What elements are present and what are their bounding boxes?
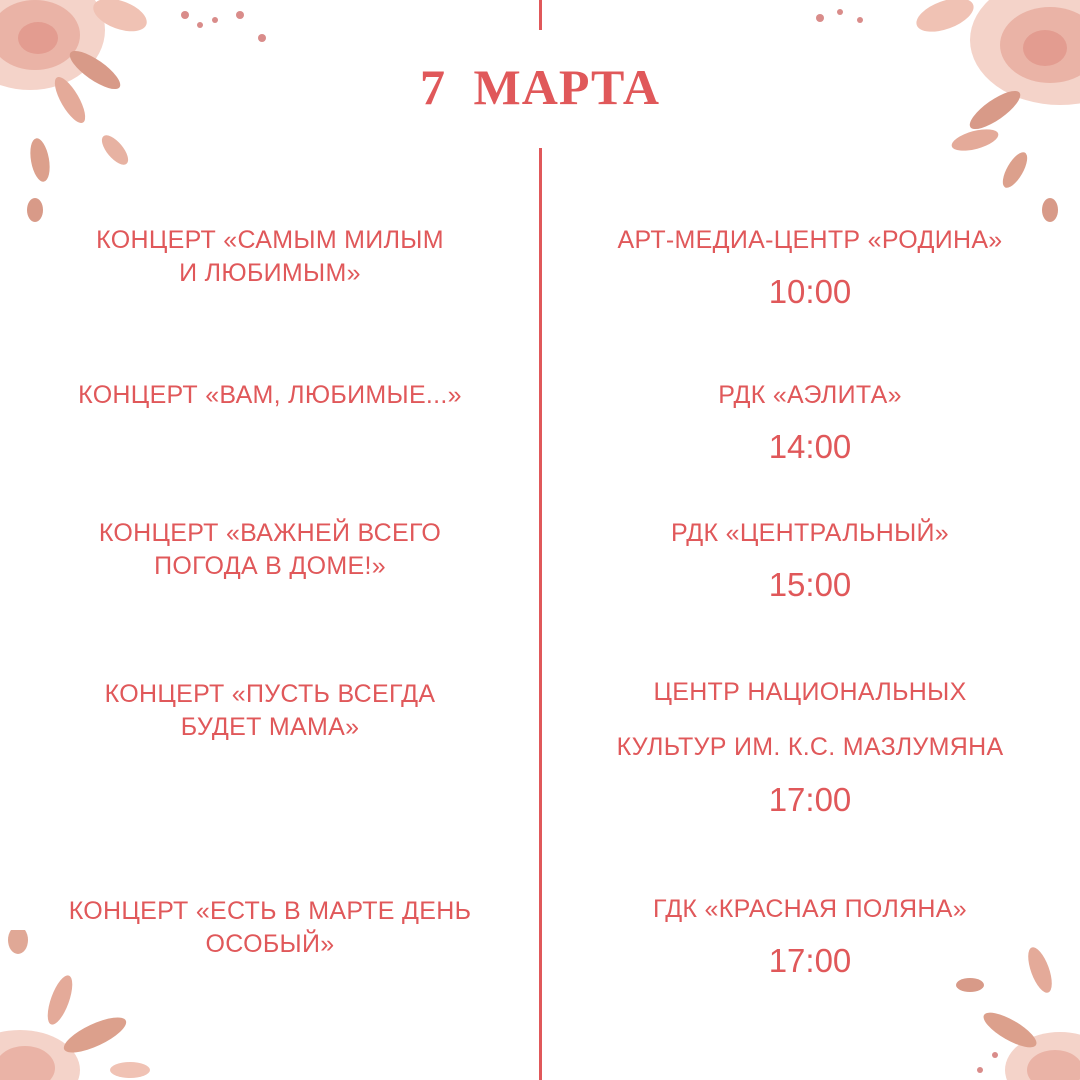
divider-top (539, 0, 542, 30)
event-name-line: И ЛЮБИМЫМ» (179, 259, 361, 287)
event-name (20, 517, 520, 583)
event-name (20, 895, 520, 961)
event-name-line: ПОГОДА В ДОМЕ!» (154, 552, 386, 580)
event-time: 14:00 (768, 428, 852, 465)
event-name (20, 379, 520, 412)
event-venue-line-2: КУЛЬТУР ИМ. К.С. МАЗЛУМЯНА (616, 733, 1004, 761)
event-time: 17:00 (768, 942, 852, 979)
event-name (20, 224, 520, 290)
event-venue: ЦЕНТР НАЦИОНАЛЬНЫХ (653, 678, 967, 706)
event-name-line: КОНЦЕРТ «САМЫМ МИЛЫМ (96, 226, 444, 254)
event-name-line: КОНЦЕРТ «ПУСТЬ ВСЕГДА (104, 680, 436, 708)
event-name (20, 678, 520, 744)
event-name-line: КОНЦЕРТ «ВАМ, ЛЮБИМЫЕ...» (78, 381, 462, 409)
page-title: 7 МАРТА (420, 59, 660, 115)
event-venue: РДК «АЭЛИТА» (718, 381, 902, 409)
event-venue: РДК «ЦЕНТРАЛЬНЫЙ» (670, 519, 950, 547)
event-name-line: КОНЦЕРТ «ВАЖНЕЙ ВСЕГО (98, 519, 442, 547)
event-name-line: БУДЕТ МАМА» (180, 713, 360, 741)
event-time: 17:00 (768, 781, 852, 818)
event-name-line: КОНЦЕРТ «ЕСТЬ В МАРТЕ ДЕНЬ (68, 897, 472, 925)
event-name-line: ОСОБЫЙ» (205, 930, 335, 958)
event-time: 10:00 (768, 273, 852, 310)
divider-vertical (539, 148, 542, 1080)
event-venue: ГДК «КРАСНАЯ ПОЛЯНА» (653, 895, 967, 923)
event-venue: АРТ-МЕДИА-ЦЕНТР «РОДИНА» (617, 226, 1003, 254)
event-time: 15:00 (768, 566, 852, 603)
